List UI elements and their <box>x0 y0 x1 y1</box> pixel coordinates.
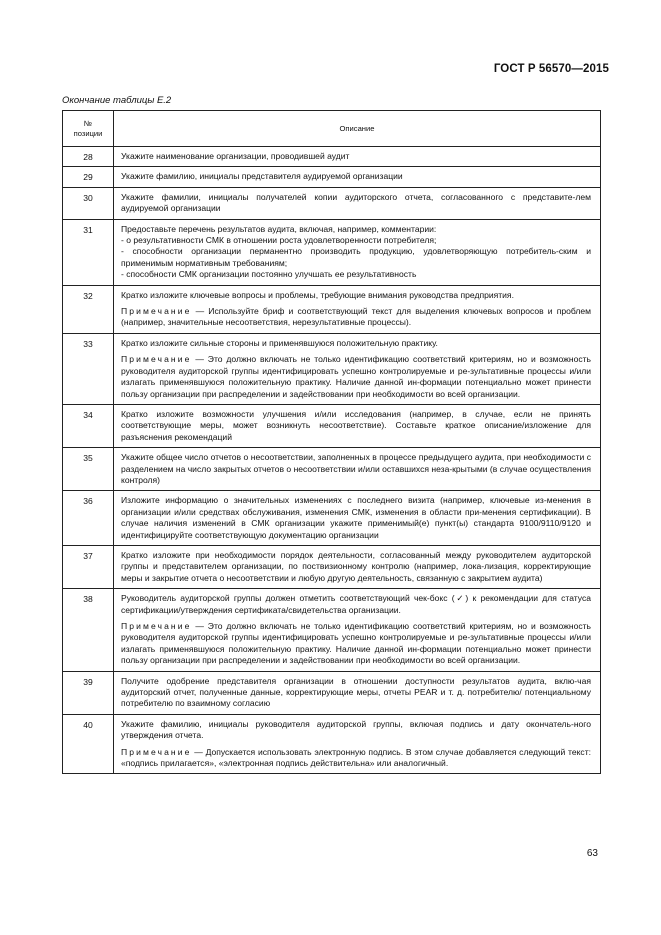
paragraph-text: Кратко изложите возможности улучшения и/или исследования (например, в случае, если не принять соответствующие меры, может возникнуть несоответствие). Составьте краткое описание/изложение для разъяснения рекомендаций <box>121 408 591 442</box>
table-row <box>63 219 601 285</box>
position-number: 36 <box>63 491 114 546</box>
paragraph-text: Изложите информацию о значительных изменениях с последнего визита (например, ключевые из-менения в организации и/или средствах обслуживания, изменения СМК, изменения в области при-менения сертификации). В случае наличия изменений в СМК организации укажите применимый(е) пункт(ы) стандарта 9100/9110/9120 и идентифицируйте соответствующую документацию организации <box>121 495 591 540</box>
table-row <box>63 671 601 714</box>
paragraph-text: Кратко изложите сильные стороны и применявшуюся положительную практику. <box>121 337 438 348</box>
table-row <box>63 167 601 187</box>
paragraph-text: Укажите фамилию, инициалы руководителя аудиторской группы, включая подпись и дату окончатель-ного утверждения отчета. <box>121 718 591 741</box>
position-number: 39 <box>63 671 114 714</box>
table-row <box>63 333 601 404</box>
position-number-header-line2: позиции <box>73 128 103 138</box>
position-number-header <box>63 111 114 147</box>
paragraph-text: Получите одобрение представителя организации в отношении доступности результатов аудита, вклю-чая аудиторский отчет, полученные данные, корректирующие меры, отчеты PEAR и т. д. потребителю/ потенциальному потребителю по взаимному согласию <box>121 675 591 709</box>
description-paragraph <box>121 224 591 281</box>
note-paragraph <box>121 306 591 329</box>
note-paragraph <box>121 747 591 770</box>
position-number: 40 <box>63 714 114 774</box>
position-description <box>114 147 601 167</box>
description-paragraph <box>121 290 591 301</box>
position-description <box>114 714 601 774</box>
position-description <box>114 219 601 285</box>
position-description <box>114 671 601 714</box>
description-paragraph <box>121 338 591 349</box>
paragraph-text: — Используйте бриф и соответствующий текст для выделения ключевых вопросов и проблем (например, значительные несоответствия, нерезультативные процессы). <box>121 306 591 328</box>
table-row <box>63 448 601 491</box>
position-number: 35 <box>63 448 114 491</box>
paragraph-text: Укажите общее число отчетов о несоответствии, заполненных в процессе предыдущего аудита, при необходимости с разделением на число закрытых отчетов о несоответствии и/или оставшихся неза-крытыми (в случае осуществления контроля) <box>121 452 591 485</box>
position-number: 38 <box>63 589 114 671</box>
description-paragraph <box>121 719 591 742</box>
table-row <box>63 714 601 774</box>
position-description <box>114 448 601 491</box>
note-paragraph <box>121 621 591 667</box>
table-row <box>63 404 601 447</box>
description-line: - о результативности СМК в отношении роста удовлетворенности потребителя; <box>121 235 437 246</box>
position-number: 29 <box>63 167 114 187</box>
note-label: Примечание <box>121 746 192 757</box>
note-label: Примечание <box>121 354 192 365</box>
description-paragraph <box>121 171 591 182</box>
paragraph-text: Руководитель аудиторской группы должен отметить соответствующий чек-бокс (✓) к рекомендации для статуса сертификации/утверждения сертификата/свидетельства организации. <box>121 593 591 615</box>
description-paragraph <box>121 409 591 443</box>
position-number: 34 <box>63 404 114 447</box>
position-description <box>114 167 601 187</box>
description-paragraph <box>121 151 591 162</box>
position-number: 30 <box>63 187 114 219</box>
position-description <box>114 333 601 404</box>
paragraph-text: — Допускается использовать электронную подпись. В этом случае добавляется следующий текст: «подпись прилагается», «электронная подпись действительна» или аналогичный. <box>121 746 591 769</box>
description-header: Описание <box>114 111 601 147</box>
position-description <box>114 285 601 333</box>
paragraph-text: — Это должно включать не только идентификацию соответствий критериям, но и возможность руководителя аудиторской группы идентифицировать успешно контролируемые и ре-зультативные процессы и/или излагать применявшуюся положительную практику. Наличие данной ин-формации потенциально может принести пользу организации при распределении и задействовании при необходимости во всей организации. <box>121 354 591 399</box>
requirements-table <box>62 110 601 774</box>
table-row <box>63 491 601 546</box>
position-description <box>114 491 601 546</box>
paragraph-text: Кратко изложите ключевые вопросы и проблемы, требующие внимания руководства предприятия. <box>121 289 514 300</box>
table-row <box>63 589 601 671</box>
position-number: 37 <box>63 545 114 588</box>
position-number-header-line1: № <box>83 119 93 128</box>
description-paragraph <box>121 550 591 584</box>
table-header-row <box>63 111 601 147</box>
description-paragraph <box>121 192 591 215</box>
description-paragraph <box>121 452 591 486</box>
table-row <box>63 187 601 219</box>
paragraph-text: — Это должно включать не только идентификацию соответствий критериям, но и возможность руководителя аудиторской группы идентифицировать успешно контролируемые и ре-зультативные процессы и/или излагать применявшуюся положительную практику. Наличие данной ин-формации потенциально может принести пользу организации при распределении и задействовании при необходимости во всей организации. <box>121 621 591 666</box>
position-number: 32 <box>63 285 114 333</box>
position-description <box>114 187 601 219</box>
table-row <box>63 545 601 588</box>
position-number: 33 <box>63 333 114 404</box>
page-number: 63 <box>586 848 598 859</box>
paragraph-text: Кратко изложите при необходимости порядок деятельности, согласованный между руководителем аудиторской группы и представителем организации, по поствизионному контролю (например, лока-лизация, корректирующие меры и закрытие отчета о несоответствии и любую другую деятельность, связанную с закрытием аудита) <box>121 549 591 583</box>
position-description <box>114 589 601 671</box>
table-row <box>63 147 601 167</box>
paragraph-text: Укажите наименование организации, проводившей аудит <box>121 151 350 161</box>
note-label: Примечание <box>121 306 192 317</box>
paragraph-text: Укажите фамилии, инициалы получателей копии аудиторского отчета, согласованного с представите-лем аудируемой организации <box>121 191 591 214</box>
table-body <box>63 147 601 774</box>
note-label: Примечание <box>121 621 192 631</box>
table-caption: Окончание таблицы Е.2 <box>62 95 172 106</box>
description-line: - способности СМК организации постоянно улучшать ее результативность <box>121 269 417 280</box>
description-paragraph <box>121 495 591 541</box>
position-number: 31 <box>63 219 114 285</box>
note-paragraph <box>121 354 591 400</box>
position-description <box>114 404 601 447</box>
document-code: ГОСТ Р 56570—2015 <box>493 63 609 75</box>
table-row <box>63 285 601 333</box>
position-description <box>114 545 601 588</box>
description-paragraph <box>121 593 591 616</box>
position-number: 28 <box>63 147 114 167</box>
description-paragraph <box>121 676 591 710</box>
description-line: Предоставьте перечень результатов аудита, включая, например, комментарии: <box>121 223 437 234</box>
paragraph-text: Укажите фамилию, инициалы представителя аудируемой организации <box>121 171 403 182</box>
description-line: - способности организации перманентно производить продукцию, удовлетворяющую потребитель-ским и применимым нормативным требованиям; <box>121 246 591 268</box>
